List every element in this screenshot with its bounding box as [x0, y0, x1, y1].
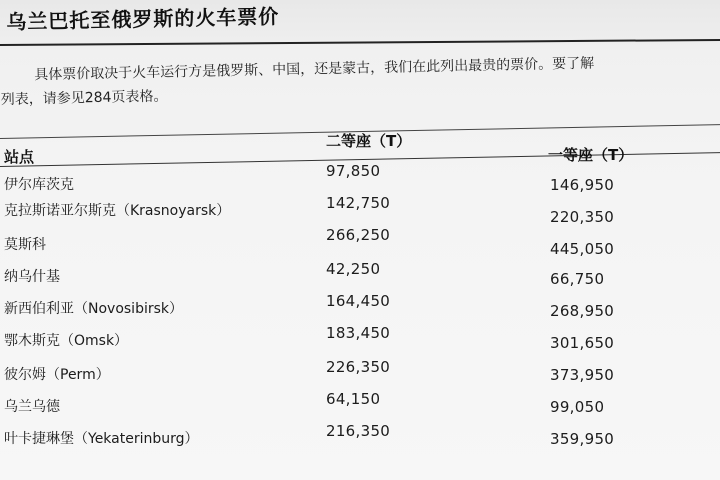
page-title: 乌兰巴托至俄罗斯的火车票价: [6, 4, 280, 34]
intro-line-2: 列表，请参见284页表格。: [0, 88, 168, 108]
column-header-station: 站点: [4, 148, 35, 166]
row-5-first-class: 268,950: [550, 302, 615, 320]
row-2-first-class: 220,350: [550, 208, 615, 226]
row-7-second-class: 226,350: [326, 358, 391, 376]
row-5-second-class: 164,450: [326, 292, 391, 310]
row-1-second-class: 97,850: [326, 162, 381, 180]
row-7-first-class: 373,950: [550, 366, 615, 384]
row-6-station: 鄂木斯克（Omsk）: [4, 333, 129, 349]
column-header-second-class: 二等座（T）: [326, 132, 412, 150]
row-4-station: 纳乌什基: [4, 269, 60, 285]
row-8-first-class: 99,050: [550, 398, 605, 416]
row-4-first-class: 66,750: [550, 270, 605, 288]
row-2-second-class: 142,750: [326, 194, 391, 212]
row-8-station: 乌兰乌德: [4, 399, 60, 415]
row-3-station: 莫斯科: [4, 237, 46, 253]
row-9-first-class: 359,950: [550, 430, 615, 448]
row-3-second-class: 266,250: [326, 226, 391, 244]
row-4-second-class: 42,250: [326, 260, 381, 278]
row-6-second-class: 183,450: [326, 324, 391, 342]
intro-line-1: 具体票价取决于火车运行方是俄罗斯、中国，还是蒙古，我们在此列出最贵的票价。要了解: [34, 55, 595, 84]
row-6-first-class: 301,650: [550, 334, 615, 352]
row-7-station: 彼尔姆（Perm）: [4, 367, 110, 383]
row-1-first-class: 146,950: [550, 176, 615, 194]
row-9-second-class: 216,350: [326, 422, 391, 440]
row-1-station: 伊尔库茨克: [4, 177, 74, 193]
row-5-station: 新西伯利亚（Novosibirsk）: [4, 301, 184, 317]
row-9-station: 叶卡捷琳堡（Yekaterinburg）: [4, 431, 199, 447]
column-header-first-class: 一等座（T）: [548, 146, 634, 164]
row-3-first-class: 445,050: [550, 240, 615, 258]
row-2-station: 克拉斯诺亚尔斯克（Krasnoyarsk）: [4, 203, 231, 219]
row-8-second-class: 64,150: [326, 390, 381, 408]
